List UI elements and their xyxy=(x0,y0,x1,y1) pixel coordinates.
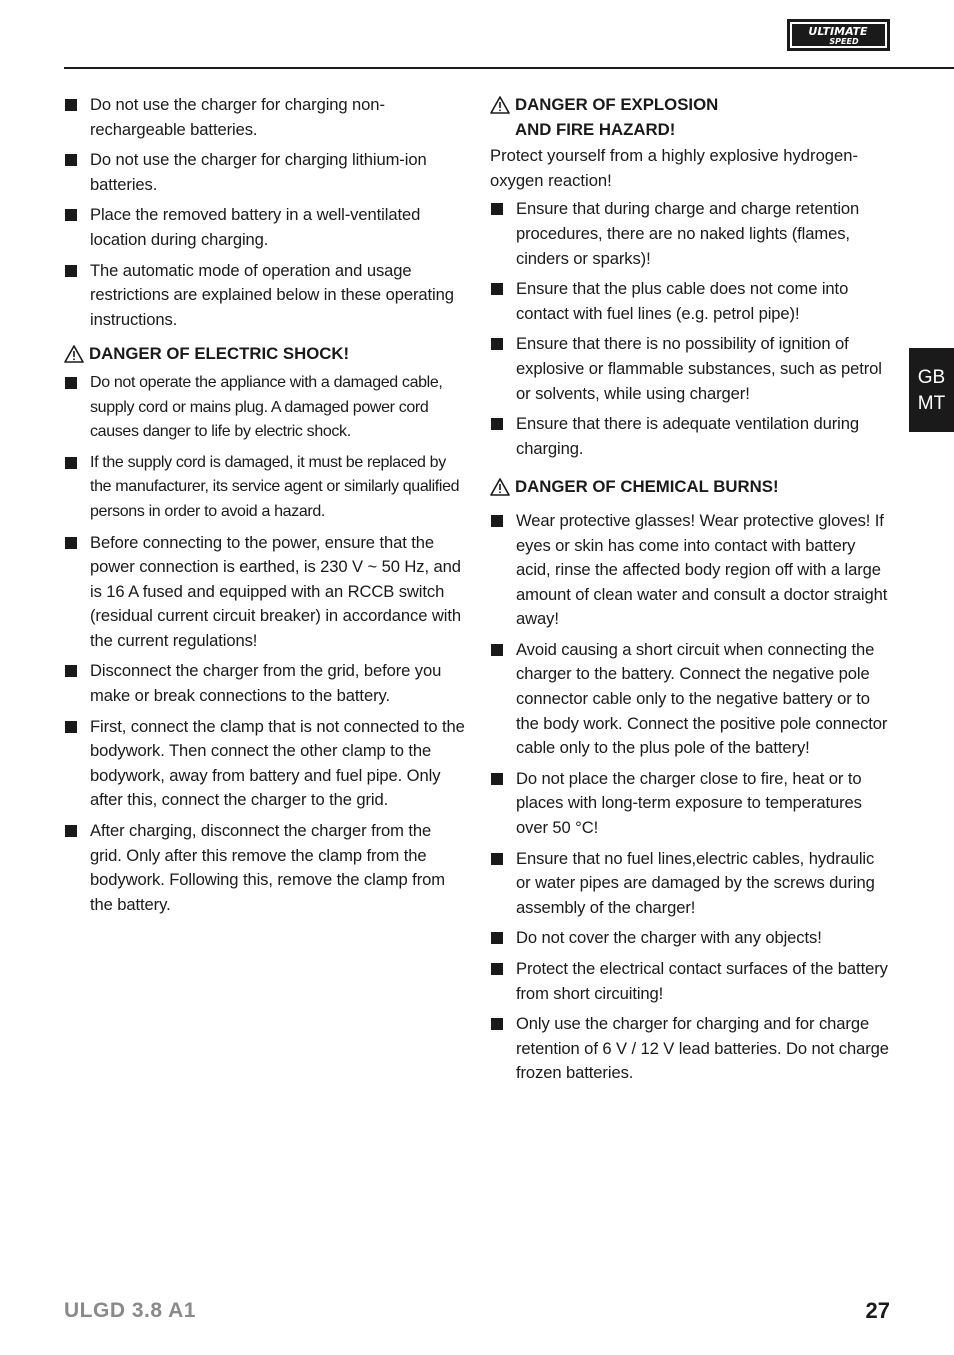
list-item: Do not use the charger for charging lithium-ion batteries. xyxy=(64,148,466,197)
list-item: Do not use the charger for charging non-rechargeable batteries. xyxy=(64,93,466,142)
list-item: Avoid causing a short circuit when connecting the charger to the battery. Connect the negative pole connector cable only to the negative battery or to the body work. Connect the positive pole connector cable only to the plus pole of the battery! xyxy=(490,638,892,761)
bullet-square xyxy=(491,418,503,430)
bullet-square xyxy=(65,825,77,837)
left-column xyxy=(64,93,466,923)
bullet-square xyxy=(491,203,503,215)
bullet-square xyxy=(491,515,503,527)
bullet-square xyxy=(65,665,77,677)
list-item: Disconnect the charger from the grid, before you make or break connections to the battery. xyxy=(64,659,466,708)
bullet-square xyxy=(65,377,77,389)
list-item: Do not place the charger close to fire, heat or to places with long-term exposure to temperatures over 50 °C! xyxy=(490,767,892,841)
heading-explosion: DANGER OF EXPLOSION AND FIRE HAZARD! xyxy=(490,93,892,142)
bullet-square xyxy=(491,773,503,785)
list-item: Do not cover the charger with any objects! xyxy=(490,926,892,951)
logo-line2: SPEED xyxy=(829,37,859,46)
list-item: First, connect the clamp that is not connected to the bodywork. Then connect the other clamp to the bodywork, away from battery and fuel pipe. Only after this, connect the charger to the grid. xyxy=(64,715,466,813)
right-column xyxy=(490,93,892,1092)
list-item: If the supply cord is damaged, it must be replaced by the manufacturer, its service agent or similarly qualified persons in order to avoid a hazard. xyxy=(64,451,466,525)
list-item: The automatic mode of operation and usage restrictions are explained below in these operating instructions. xyxy=(64,259,466,333)
list-item: Before connecting to the power, ensure that the power connection is earthed, is 230 V ~ 50 Hz, and is 16 A fused and equipped with an RCCB switch (residual current circuit breaker) in accordance with the current regulations! xyxy=(64,531,466,654)
list-item: Ensure that there is no possibility of ignition of explosive or flammable substances, such as petrol or solvents, while using charger! xyxy=(490,332,892,406)
ultimate-speed-logo xyxy=(787,19,890,51)
warning-triangle-icon xyxy=(64,345,84,363)
bullet-square xyxy=(65,154,77,166)
bullet-square xyxy=(65,209,77,221)
bullet-square xyxy=(491,338,503,350)
list-item: Ensure that the plus cable does not come into contact with fuel lines (e.g. petrol pipe)! xyxy=(490,277,892,326)
list-item: Ensure that during charge and charge retention procedures, there are no naked lights (flames, cinders or sparks)! xyxy=(490,197,892,271)
bullet-square xyxy=(491,932,503,944)
header-rule xyxy=(64,67,954,69)
heading-electric-shock: DANGER OF ELECTRIC SHOCK! xyxy=(64,342,466,367)
logo-line1: ULTIMATE xyxy=(808,25,868,38)
footer-model-number: ULGD 3.8 A1 xyxy=(64,1299,196,1322)
bullet-square xyxy=(65,721,77,733)
warning-triangle-icon xyxy=(490,96,510,114)
bullet-square xyxy=(65,457,77,469)
list-item: Wear protective glasses! Wear protective gloves! If eyes or skin has come into contact with battery acid, rinse the affected body region off with a large amount of clean water and consult a doctor straight away! xyxy=(490,509,892,632)
bullet-square xyxy=(491,644,503,656)
list-item: Only use the charger for charging and for charge retention of 6 V / 12 V lead batteries. Do not charge frozen batteries. xyxy=(490,1012,892,1086)
list-item: Place the removed battery in a well-ventilated location during charging. xyxy=(64,203,466,252)
bullet-square xyxy=(65,99,77,111)
bullet-square xyxy=(491,283,503,295)
language-tab-line1: GB xyxy=(917,367,946,388)
list-item: Ensure that there is adequate ventilation during charging. xyxy=(490,412,892,461)
bullet-square xyxy=(491,963,503,975)
warning-triangle-icon xyxy=(490,478,510,496)
heading-chemical-burns: DANGER OF CHEMICAL BURNS! xyxy=(490,475,892,500)
bullet-square xyxy=(491,853,503,865)
bullet-square xyxy=(65,265,77,277)
explosion-intro: Protect yourself from a highly explosive hydrogen-oxygen reaction! xyxy=(490,146,859,190)
list-item: After charging, disconnect the charger from the grid. Only after this remove the clamp from the bodywork. Following this, remove the clamp from the battery. xyxy=(64,819,466,917)
list-item: Ensure that no fuel lines,electric cables, hydraulic or water pipes are damaged by the screws during assembly of the charger! xyxy=(490,847,892,921)
bullet-square xyxy=(65,537,77,549)
bullet-square xyxy=(491,1018,503,1030)
list-item: Protect the electrical contact surfaces of the battery from short circuiting! xyxy=(490,957,892,1006)
footer-page-number: 27 xyxy=(865,1298,890,1323)
language-tab-line2: MT xyxy=(917,393,946,414)
language-tab xyxy=(909,348,954,432)
list-item: Do not operate the appliance with a damaged cable, supply cord or mains plug. A damaged power cord causes danger to life by electric shock. xyxy=(64,371,466,445)
